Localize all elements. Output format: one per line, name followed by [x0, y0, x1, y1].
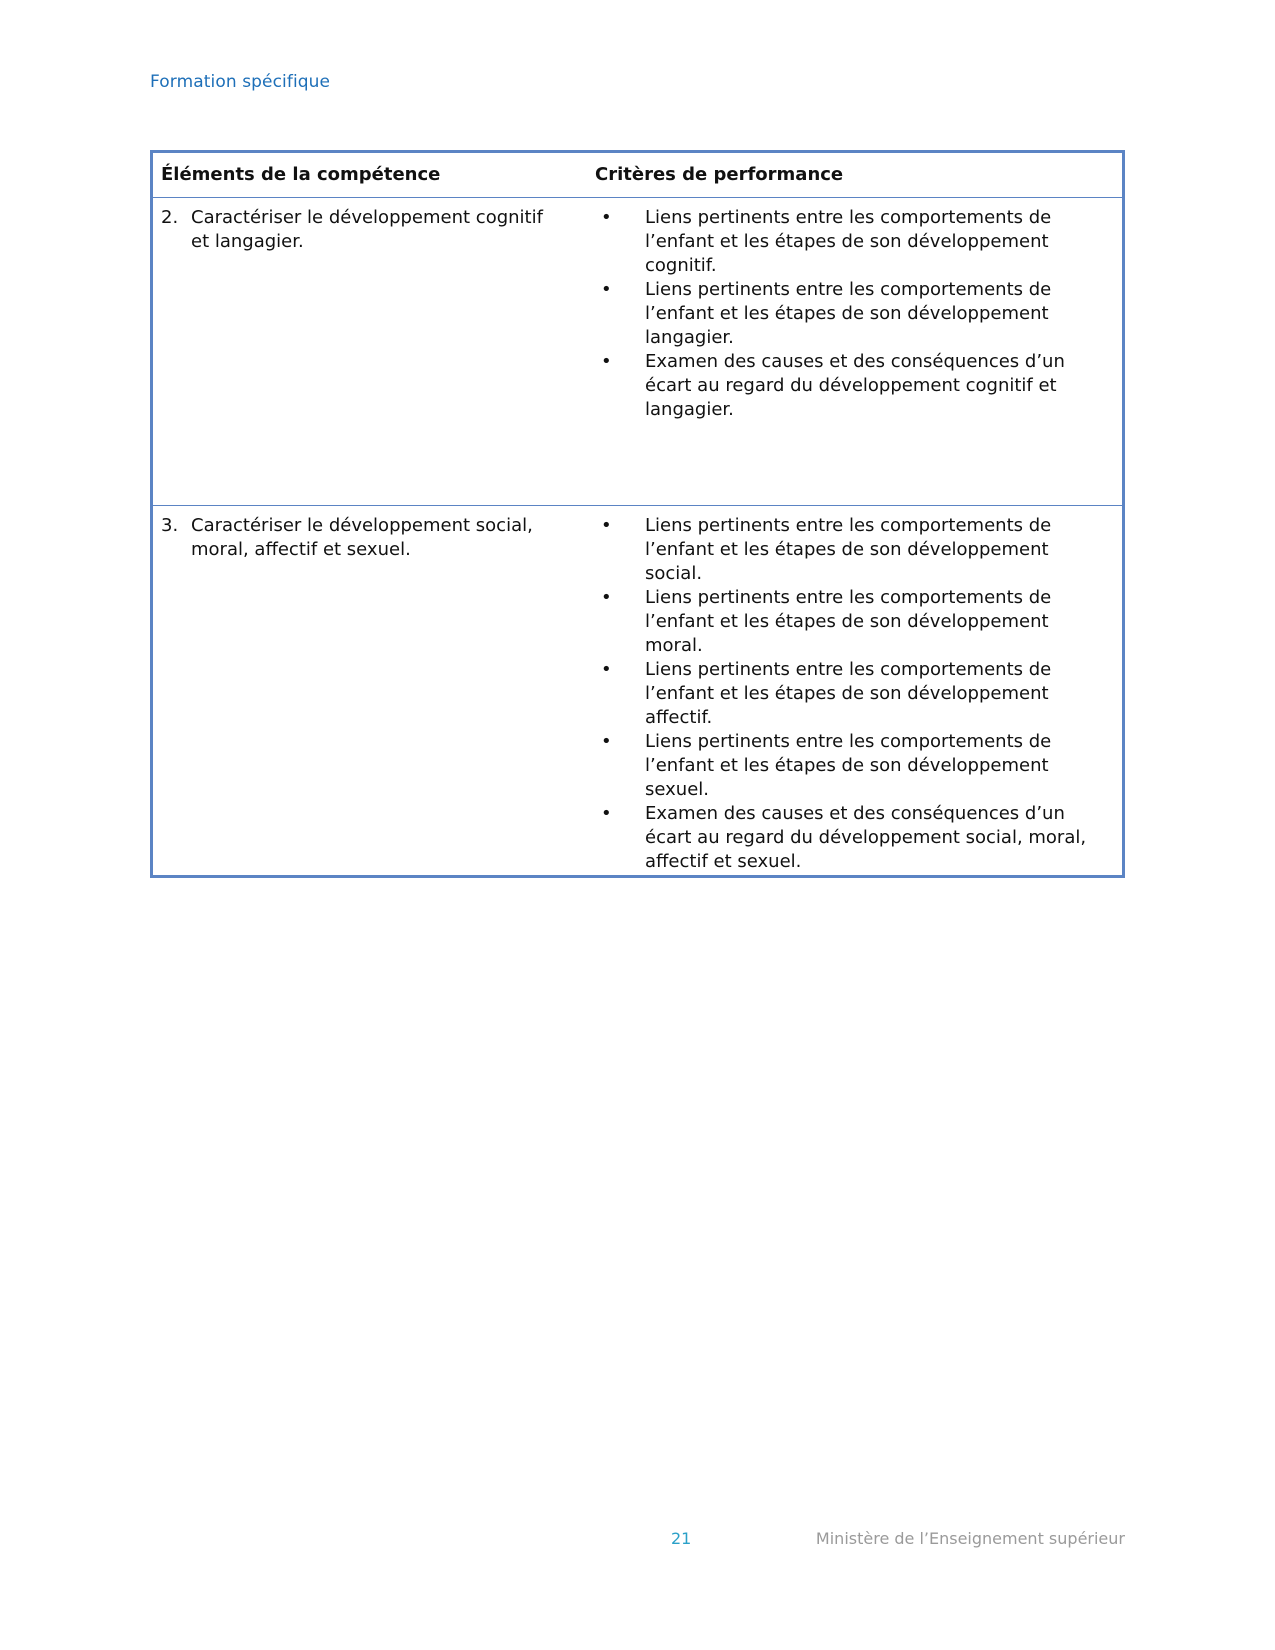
bullet-icon: •: [601, 659, 612, 680]
running-header: Formation spécifique: [150, 72, 331, 92]
page-number: 21: [671, 1529, 692, 1548]
criteria-text: Liens pertinents entre les comportements de l’enfant et les étapes de son développement sexuel.: [645, 731, 1052, 800]
criteria-item: [595, 586, 1105, 658]
bullet-icon: •: [601, 207, 612, 228]
bullet-icon: •: [601, 279, 612, 300]
footer-ministry: Ministère de l’Enseignement supérieur: [815, 1529, 1125, 1548]
element-text: Caractériser le développement cognitif et langagier.: [191, 207, 543, 252]
bullet-icon: •: [601, 351, 612, 372]
element-cell: [161, 206, 561, 254]
criteria-item: [595, 730, 1105, 802]
criteria-list: [595, 206, 1105, 422]
table-row: [153, 198, 1122, 506]
element-text: Caractériser le développement social, moral, affectif et sexuel.: [191, 515, 533, 560]
element-cell: [161, 514, 561, 562]
table-row: [153, 506, 1122, 878]
bullet-icon: •: [601, 515, 612, 536]
criteria-item: [595, 278, 1105, 350]
criteria-text: Liens pertinents entre les comportements de l’enfant et les étapes de son développement langagier.: [645, 279, 1052, 348]
criteria-text: Liens pertinents entre les comportements de l’enfant et les étapes de son développement moral.: [645, 587, 1052, 656]
criteria-item: [595, 350, 1105, 422]
criteria-text: Examen des causes et des conséquences d’un écart au regard du développement social, moral, affectif et sexuel.: [645, 803, 1087, 872]
criteria-item: [595, 658, 1105, 730]
column-header-criteres: Critères de performance: [595, 164, 844, 185]
element-number: 3.: [161, 515, 179, 536]
criteria-text: Liens pertinents entre les comportements de l’enfant et les étapes de son développement social.: [645, 515, 1052, 584]
bullet-icon: •: [601, 731, 612, 752]
table-header-row: [153, 153, 1122, 198]
criteria-item: [595, 514, 1105, 586]
criteria-item: [595, 206, 1105, 278]
bullet-icon: •: [601, 587, 612, 608]
criteria-text: Liens pertinents entre les comportements de l’enfant et les étapes de son développement affectif.: [645, 659, 1052, 728]
column-header-elements: Éléments de la compétence: [161, 164, 441, 185]
element-number: 2.: [161, 207, 179, 228]
criteria-text: Liens pertinents entre les comportements de l’enfant et les étapes de son développement cognitif.: [645, 207, 1052, 276]
criteria-text: Examen des causes et des conséquences d’un écart au regard du développement cognitif et langagier.: [645, 351, 1065, 420]
criteria-list: [595, 514, 1105, 874]
bullet-icon: •: [601, 803, 612, 824]
competence-table: [150, 150, 1125, 878]
criteria-item: [595, 802, 1105, 874]
